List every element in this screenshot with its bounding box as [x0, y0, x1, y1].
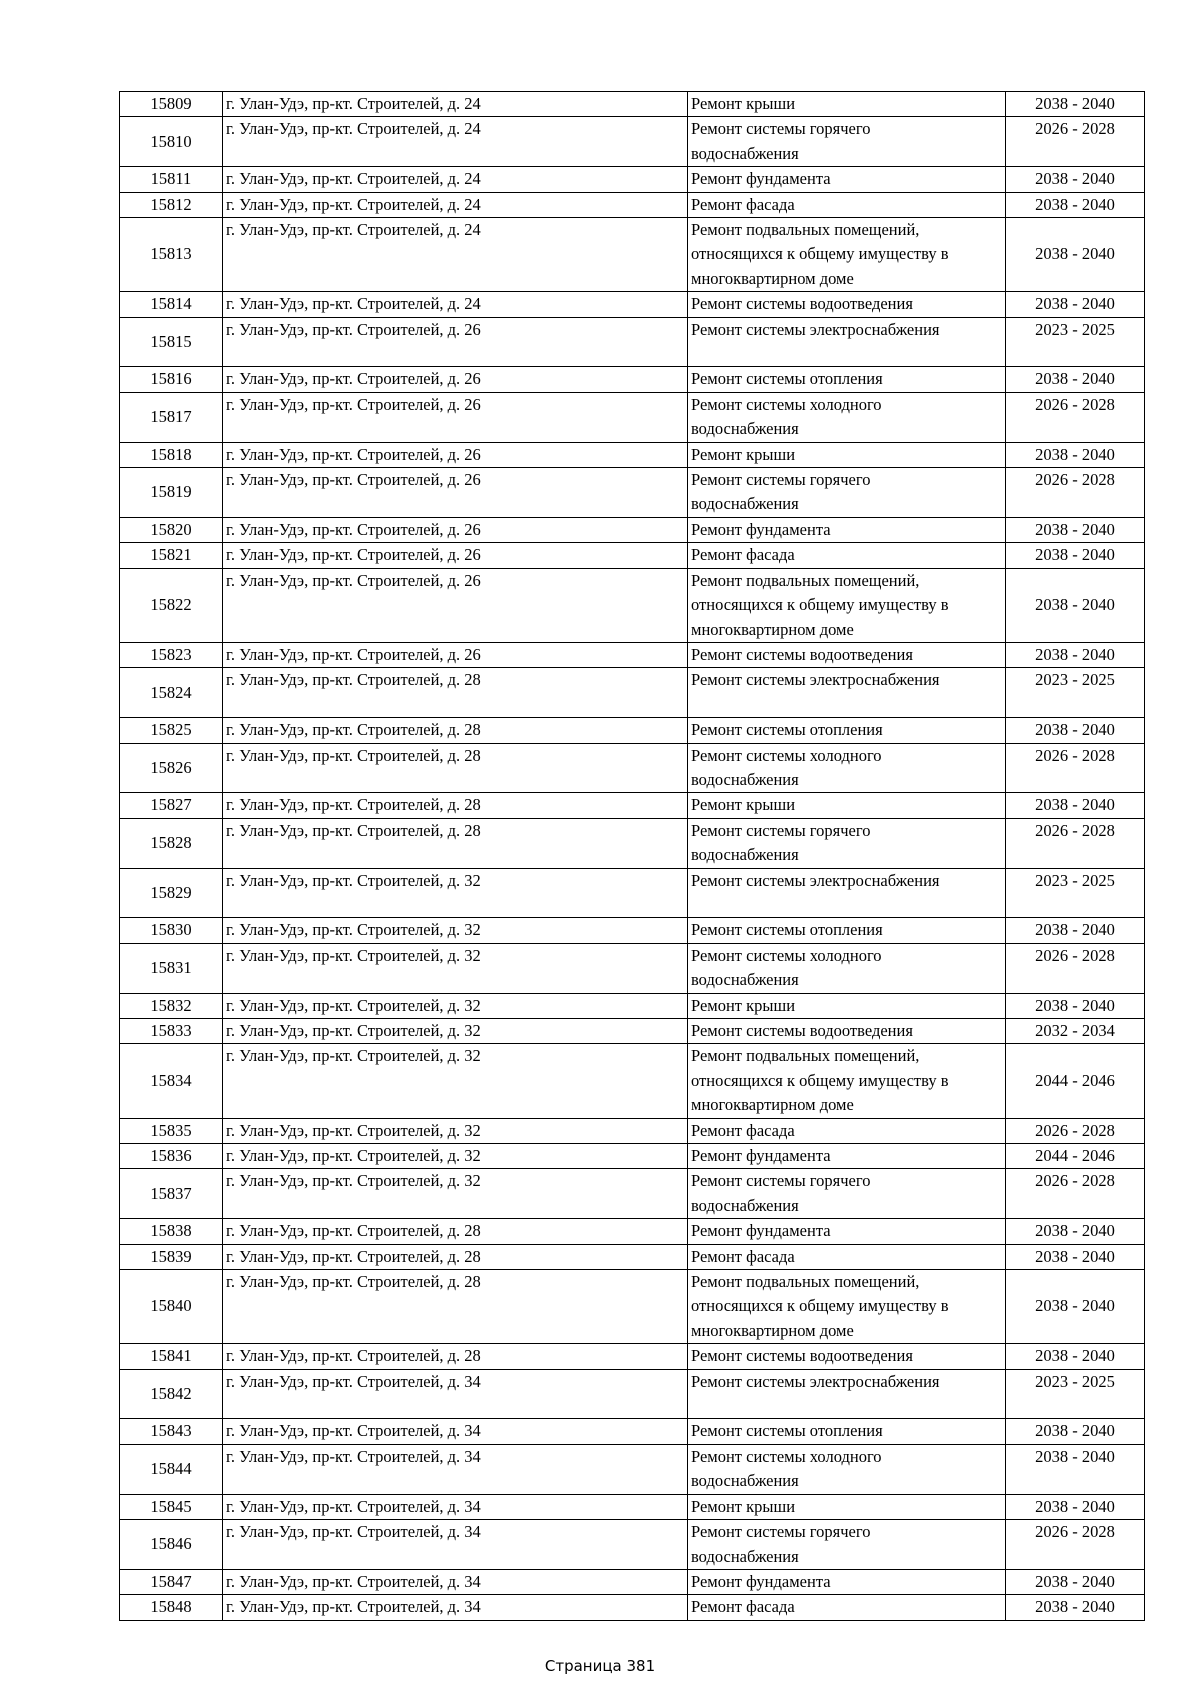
work-type-line: водоснабжения — [691, 970, 799, 990]
table-row — [120, 367, 1145, 392]
work-type-line: Ремонт системы водоотведения — [691, 1346, 913, 1366]
work-type-line: Ремонт системы электроснабжения — [691, 319, 940, 339]
address-cell: г. Улан-Удэ, пр-кт. Строителей, д. 26 — [223, 442, 688, 467]
work-type-cell — [688, 442, 1006, 467]
work-type-line: многоквартирном доме — [691, 1095, 854, 1115]
work-type-line: Ремонт системы водоотведения — [691, 1020, 913, 1040]
work-type-line: Ремонт системы горячего — [691, 119, 871, 139]
row-number-cell: 15848 — [120, 1595, 223, 1620]
row-number-cell: 15820 — [120, 517, 223, 542]
address-cell: г. Улан-Удэ, пр-кт. Строителей, д. 24 — [223, 292, 688, 317]
row-number-cell: 15840 — [120, 1270, 223, 1344]
work-type-line: Ремонт системы отопления — [691, 720, 883, 740]
work-type-cell — [688, 1444, 1006, 1494]
work-type-line: Ремонт фундамента — [691, 1146, 831, 1166]
table-row — [120, 317, 1145, 367]
work-type-line: водоснабжения — [691, 494, 799, 514]
address-cell: г. Улан-Удэ, пр-кт. Строителей, д. 28 — [223, 1219, 688, 1244]
work-type-cell — [688, 668, 1006, 718]
address-cell: г. Улан-Удэ, пр-кт. Строителей, д. 26 — [223, 468, 688, 518]
work-type-line: Ремонт системы горячего — [691, 1171, 871, 1191]
address-cell: г. Улан-Удэ, пр-кт. Строителей, д. 34 — [223, 1520, 688, 1570]
address-cell: г. Улан-Удэ, пр-кт. Строителей, д. 32 — [223, 1169, 688, 1219]
work-type-cell — [688, 1144, 1006, 1169]
work-type-line: относящихся к общему имуществу в — [691, 1070, 949, 1090]
period-cell: 2038 - 2040 — [1006, 167, 1145, 192]
row-number-cell: 15812 — [120, 192, 223, 217]
work-type-line: Ремонт подвальных помещений, — [691, 1272, 920, 1292]
period-cell: 2038 - 2040 — [1006, 367, 1145, 392]
address-cell: г. Улан-Удэ, пр-кт. Строителей, д. 32 — [223, 918, 688, 943]
work-type-cell — [688, 1219, 1006, 1244]
work-type-line: Ремонт системы горячего — [691, 820, 871, 840]
row-number-cell: 15815 — [120, 317, 223, 367]
row-number-cell: 15826 — [120, 743, 223, 793]
table-row — [120, 117, 1145, 167]
table-row — [120, 793, 1145, 818]
table-row — [120, 1444, 1145, 1494]
row-number-cell: 15842 — [120, 1369, 223, 1419]
address-cell: г. Улан-Удэ, пр-кт. Строителей, д. 34 — [223, 1444, 688, 1494]
address-cell: г. Улан-Удэ, пр-кт. Строителей, д. 32 — [223, 1118, 688, 1143]
address-cell: г. Улан-Удэ, пр-кт. Строителей, д. 26 — [223, 367, 688, 392]
address-cell: г. Улан-Удэ, пр-кт. Строителей, д. 26 — [223, 568, 688, 642]
period-cell: 2026 - 2028 — [1006, 117, 1145, 167]
work-type-line: Ремонт системы отопления — [691, 1421, 883, 1441]
period-cell: 2038 - 2040 — [1006, 918, 1145, 943]
address-cell: г. Улан-Удэ, пр-кт. Строителей, д. 32 — [223, 1144, 688, 1169]
table-row — [120, 1419, 1145, 1444]
work-type-line: Ремонт системы холодного — [691, 945, 882, 965]
work-type-cell — [688, 1118, 1006, 1143]
row-number-cell: 15847 — [120, 1569, 223, 1594]
work-type-cell — [688, 1244, 1006, 1269]
period-cell: 2023 - 2025 — [1006, 668, 1145, 718]
work-type-cell — [688, 1270, 1006, 1344]
row-number-cell: 15814 — [120, 292, 223, 317]
row-number-cell: 15817 — [120, 392, 223, 442]
table-row — [120, 743, 1145, 793]
work-type-line: Ремонт системы водоотведения — [691, 644, 913, 664]
work-type-line: Ремонт фасада — [691, 545, 795, 565]
work-type-line: Ремонт системы холодного — [691, 394, 882, 414]
period-cell: 2026 - 2028 — [1006, 1118, 1145, 1143]
table-row — [120, 1219, 1145, 1244]
address-cell: г. Улан-Удэ, пр-кт. Строителей, д. 32 — [223, 993, 688, 1018]
row-number-cell: 15816 — [120, 367, 223, 392]
row-number-cell: 15832 — [120, 993, 223, 1018]
period-cell: 2032 - 2034 — [1006, 1018, 1145, 1043]
address-cell: г. Улан-Удэ, пр-кт. Строителей, д. 24 — [223, 167, 688, 192]
address-cell: г. Улан-Удэ, пр-кт. Строителей, д. 32 — [223, 943, 688, 993]
table-row — [120, 943, 1145, 993]
table-row — [120, 868, 1145, 918]
work-type-cell — [688, 918, 1006, 943]
row-number-cell: 15809 — [120, 92, 223, 117]
address-cell: г. Улан-Удэ, пр-кт. Строителей, д. 26 — [223, 392, 688, 442]
table-row — [120, 818, 1145, 868]
page-number: Страница 381 — [544, 1657, 656, 1675]
work-type-cell — [688, 642, 1006, 667]
work-type-cell — [688, 317, 1006, 367]
row-number-cell: 15818 — [120, 442, 223, 467]
period-cell: 2038 - 2040 — [1006, 92, 1145, 117]
address-cell: г. Улан-Удэ, пр-кт. Строителей, д. 34 — [223, 1595, 688, 1620]
address-cell: г. Улан-Удэ, пр-кт. Строителей, д. 24 — [223, 92, 688, 117]
work-type-line: Ремонт фундамента — [691, 169, 831, 189]
address-cell: г. Улан-Удэ, пр-кт. Строителей, д. 32 — [223, 868, 688, 918]
period-cell: 2038 - 2040 — [1006, 517, 1145, 542]
address-cell: г. Улан-Удэ, пр-кт. Строителей, д. 24 — [223, 117, 688, 167]
work-type-cell — [688, 367, 1006, 392]
work-type-cell — [688, 793, 1006, 818]
address-cell: г. Улан-Удэ, пр-кт. Строителей, д. 32 — [223, 1018, 688, 1043]
work-type-line: Ремонт системы электроснабжения — [691, 1371, 940, 1391]
period-cell: 2026 - 2028 — [1006, 392, 1145, 442]
work-type-line: относящихся к общему имуществу в — [691, 244, 949, 264]
table-body — [120, 92, 1145, 1621]
period-cell: 2038 - 2040 — [1006, 1569, 1145, 1594]
work-type-line: многоквартирном доме — [691, 268, 854, 288]
period-cell: 2038 - 2040 — [1006, 1344, 1145, 1369]
work-type-line: относящихся к общему имуществу в — [691, 595, 949, 615]
row-number-cell: 15845 — [120, 1494, 223, 1519]
work-type-cell — [688, 1419, 1006, 1444]
work-type-cell — [688, 1595, 1006, 1620]
period-cell: 2038 - 2040 — [1006, 218, 1145, 292]
period-cell: 2038 - 2040 — [1006, 192, 1145, 217]
work-type-line: Ремонт фундамента — [691, 1221, 831, 1241]
row-number-cell: 15834 — [120, 1044, 223, 1118]
work-type-cell — [688, 718, 1006, 743]
work-type-cell — [688, 1169, 1006, 1219]
address-cell: г. Улан-Удэ, пр-кт. Строителей, д. 26 — [223, 642, 688, 667]
work-type-cell — [688, 117, 1006, 167]
work-type-cell — [688, 1520, 1006, 1570]
work-type-line: водоснабжения — [691, 1195, 799, 1215]
period-cell: 2038 - 2040 — [1006, 292, 1145, 317]
work-type-cell — [688, 292, 1006, 317]
table-row — [120, 1144, 1145, 1169]
work-type-cell — [688, 568, 1006, 642]
work-type-line: водоснабжения — [691, 143, 799, 163]
row-number-cell: 15825 — [120, 718, 223, 743]
work-type-line: водоснабжения — [691, 419, 799, 439]
work-type-line: многоквартирном доме — [691, 619, 854, 639]
address-cell: г. Улан-Удэ, пр-кт. Строителей, д. 26 — [223, 317, 688, 367]
address-cell: г. Улан-Удэ, пр-кт. Строителей, д. 28 — [223, 793, 688, 818]
row-number-cell: 15837 — [120, 1169, 223, 1219]
row-number-cell: 15819 — [120, 468, 223, 518]
work-type-line: Ремонт подвальных помещений, — [691, 570, 920, 590]
table-row — [120, 1369, 1145, 1419]
work-type-line: водоснабжения — [691, 1471, 799, 1491]
row-number-cell: 15824 — [120, 668, 223, 718]
work-type-cell — [688, 167, 1006, 192]
address-cell: г. Улан-Удэ, пр-кт. Строителей, д. 28 — [223, 818, 688, 868]
work-type-line: Ремонт крыши — [691, 444, 796, 464]
work-type-cell — [688, 92, 1006, 117]
period-cell: 2038 - 2040 — [1006, 793, 1145, 818]
row-number-cell: 15844 — [120, 1444, 223, 1494]
work-type-line: Ремонт фасада — [691, 1597, 795, 1617]
table-row — [120, 192, 1145, 217]
row-number-cell: 15838 — [120, 1219, 223, 1244]
row-number-cell: 15843 — [120, 1419, 223, 1444]
work-type-line: Ремонт фундамента — [691, 519, 831, 539]
capital-repair-table — [119, 91, 1145, 1621]
work-type-cell — [688, 1018, 1006, 1043]
period-cell: 2026 - 2028 — [1006, 468, 1145, 518]
table-row — [120, 442, 1145, 467]
work-type-cell — [688, 868, 1006, 918]
period-cell: 2038 - 2040 — [1006, 1494, 1145, 1519]
table-row — [120, 167, 1145, 192]
work-type-line: водоснабжения — [691, 1546, 799, 1566]
work-type-line: Ремонт системы горячего — [691, 470, 871, 490]
table-row — [120, 1118, 1145, 1143]
work-type-cell — [688, 543, 1006, 568]
row-number-cell: 15836 — [120, 1144, 223, 1169]
work-type-cell — [688, 218, 1006, 292]
work-type-cell — [688, 818, 1006, 868]
work-type-line: многоквартирном доме — [691, 1320, 854, 1340]
row-number-cell: 15822 — [120, 568, 223, 642]
work-type-line: Ремонт крыши — [691, 795, 796, 815]
address-cell: г. Улан-Удэ, пр-кт. Строителей, д. 28 — [223, 1270, 688, 1344]
address-cell: г. Улан-Удэ, пр-кт. Строителей, д. 28 — [223, 1244, 688, 1269]
work-type-cell — [688, 943, 1006, 993]
address-cell: г. Улан-Удэ, пр-кт. Строителей, д. 34 — [223, 1569, 688, 1594]
period-cell: 2038 - 2040 — [1006, 1444, 1145, 1494]
work-type-line: Ремонт системы холодного — [691, 1446, 882, 1466]
work-type-line: водоснабжения — [691, 769, 799, 789]
period-cell: 2026 - 2028 — [1006, 743, 1145, 793]
table-row — [120, 918, 1145, 943]
table-row — [120, 468, 1145, 518]
table-row — [120, 1270, 1145, 1344]
address-cell: г. Улан-Удэ, пр-кт. Строителей, д. 28 — [223, 743, 688, 793]
table-row — [120, 218, 1145, 292]
work-type-line: Ремонт фундамента — [691, 1571, 831, 1591]
period-cell: 2038 - 2040 — [1006, 1270, 1145, 1344]
work-type-line: Ремонт крыши — [691, 1496, 796, 1516]
address-cell: г. Улан-Удэ, пр-кт. Строителей, д. 26 — [223, 517, 688, 542]
address-cell: г. Улан-Удэ, пр-кт. Строителей, д. 24 — [223, 192, 688, 217]
period-cell: 2023 - 2025 — [1006, 1369, 1145, 1419]
period-cell: 2026 - 2028 — [1006, 943, 1145, 993]
table-row — [120, 1244, 1145, 1269]
period-cell: 2026 - 2028 — [1006, 1520, 1145, 1570]
work-type-line: относящихся к общему имуществу в — [691, 1296, 949, 1316]
address-cell: г. Улан-Удэ, пр-кт. Строителей, д. 34 — [223, 1494, 688, 1519]
table-row — [120, 1169, 1145, 1219]
work-type-cell — [688, 1344, 1006, 1369]
address-cell: г. Улан-Удэ, пр-кт. Строителей, д. 34 — [223, 1369, 688, 1419]
period-cell: 2038 - 2040 — [1006, 1244, 1145, 1269]
period-cell: 2044 - 2046 — [1006, 1144, 1145, 1169]
period-cell: 2044 - 2046 — [1006, 1044, 1145, 1118]
period-cell: 2038 - 2040 — [1006, 718, 1145, 743]
address-cell: г. Улан-Удэ, пр-кт. Строителей, д. 28 — [223, 718, 688, 743]
row-number-cell: 15813 — [120, 218, 223, 292]
row-number-cell: 15827 — [120, 793, 223, 818]
period-cell: 2023 - 2025 — [1006, 868, 1145, 918]
address-cell: г. Улан-Удэ, пр-кт. Строителей, д. 28 — [223, 1344, 688, 1369]
address-cell: г. Улан-Удэ, пр-кт. Строителей, д. 28 — [223, 668, 688, 718]
work-type-cell — [688, 1044, 1006, 1118]
row-number-cell: 15810 — [120, 117, 223, 167]
period-cell: 2038 - 2040 — [1006, 568, 1145, 642]
row-number-cell: 15841 — [120, 1344, 223, 1369]
work-type-line: Ремонт системы электроснабжения — [691, 670, 940, 690]
period-cell: 2038 - 2040 — [1006, 1219, 1145, 1244]
work-type-line: Ремонт фасада — [691, 1246, 795, 1266]
work-type-line: Ремонт крыши — [691, 995, 796, 1015]
period-cell: 2023 - 2025 — [1006, 317, 1145, 367]
work-type-line: Ремонт подвальных помещений, — [691, 1046, 920, 1066]
table-row — [120, 993, 1145, 1018]
row-number-cell: 15829 — [120, 868, 223, 918]
table-row — [120, 92, 1145, 117]
table-row — [120, 1520, 1145, 1570]
table-row — [120, 1569, 1145, 1594]
address-cell: г. Улан-Удэ, пр-кт. Строителей, д. 24 — [223, 218, 688, 292]
period-cell: 2038 - 2040 — [1006, 1419, 1145, 1444]
work-type-cell — [688, 1569, 1006, 1594]
address-cell: г. Улан-Удэ, пр-кт. Строителей, д. 32 — [223, 1044, 688, 1118]
row-number-cell: 15821 — [120, 543, 223, 568]
table-row — [120, 292, 1145, 317]
row-number-cell: 15823 — [120, 642, 223, 667]
work-type-cell — [688, 468, 1006, 518]
work-type-line: Ремонт системы электроснабжения — [691, 870, 940, 890]
work-type-line: Ремонт фасада — [691, 194, 795, 214]
row-number-cell: 15839 — [120, 1244, 223, 1269]
work-type-line: Ремонт крыши — [691, 94, 796, 113]
work-type-cell — [688, 1369, 1006, 1419]
table-row — [120, 668, 1145, 718]
period-cell: 2038 - 2040 — [1006, 1595, 1145, 1620]
period-cell: 2026 - 2028 — [1006, 818, 1145, 868]
period-cell: 2038 - 2040 — [1006, 993, 1145, 1018]
period-cell: 2038 - 2040 — [1006, 642, 1145, 667]
work-type-cell — [688, 517, 1006, 542]
row-number-cell: 15833 — [120, 1018, 223, 1043]
work-type-line: Ремонт подвальных помещений, — [691, 220, 920, 240]
work-type-cell — [688, 743, 1006, 793]
work-type-line: Ремонт системы холодного — [691, 745, 882, 765]
table-row — [120, 517, 1145, 542]
address-cell: г. Улан-Удэ, пр-кт. Строителей, д. 26 — [223, 543, 688, 568]
work-type-line: Ремонт системы горячего — [691, 1522, 871, 1542]
row-number-cell: 15835 — [120, 1118, 223, 1143]
row-number-cell: 15831 — [120, 943, 223, 993]
table-row — [120, 543, 1145, 568]
work-type-line: Ремонт системы отопления — [691, 920, 883, 940]
work-type-cell — [688, 192, 1006, 217]
table-row — [120, 392, 1145, 442]
row-number-cell: 15828 — [120, 818, 223, 868]
table-row — [120, 642, 1145, 667]
work-type-line: Ремонт системы отопления — [691, 369, 883, 389]
table-row — [120, 718, 1145, 743]
work-type-line: Ремонт фасада — [691, 1120, 795, 1140]
work-type-cell — [688, 392, 1006, 442]
address-cell: г. Улан-Удэ, пр-кт. Строителей, д. 34 — [223, 1419, 688, 1444]
work-type-cell — [688, 1494, 1006, 1519]
table-row — [120, 1044, 1145, 1118]
table-row — [120, 568, 1145, 642]
work-type-line: водоснабжения — [691, 845, 799, 865]
row-number-cell: 15846 — [120, 1520, 223, 1570]
table-row — [120, 1018, 1145, 1043]
row-number-cell: 15811 — [120, 167, 223, 192]
work-type-cell — [688, 993, 1006, 1018]
table-row — [120, 1344, 1145, 1369]
row-number-cell: 15830 — [120, 918, 223, 943]
table-row — [120, 1595, 1145, 1620]
period-cell: 2038 - 2040 — [1006, 543, 1145, 568]
period-cell: 2026 - 2028 — [1006, 1169, 1145, 1219]
table-row — [120, 1494, 1145, 1519]
period-cell: 2038 - 2040 — [1006, 442, 1145, 467]
work-type-line: Ремонт системы водоотведения — [691, 294, 913, 314]
